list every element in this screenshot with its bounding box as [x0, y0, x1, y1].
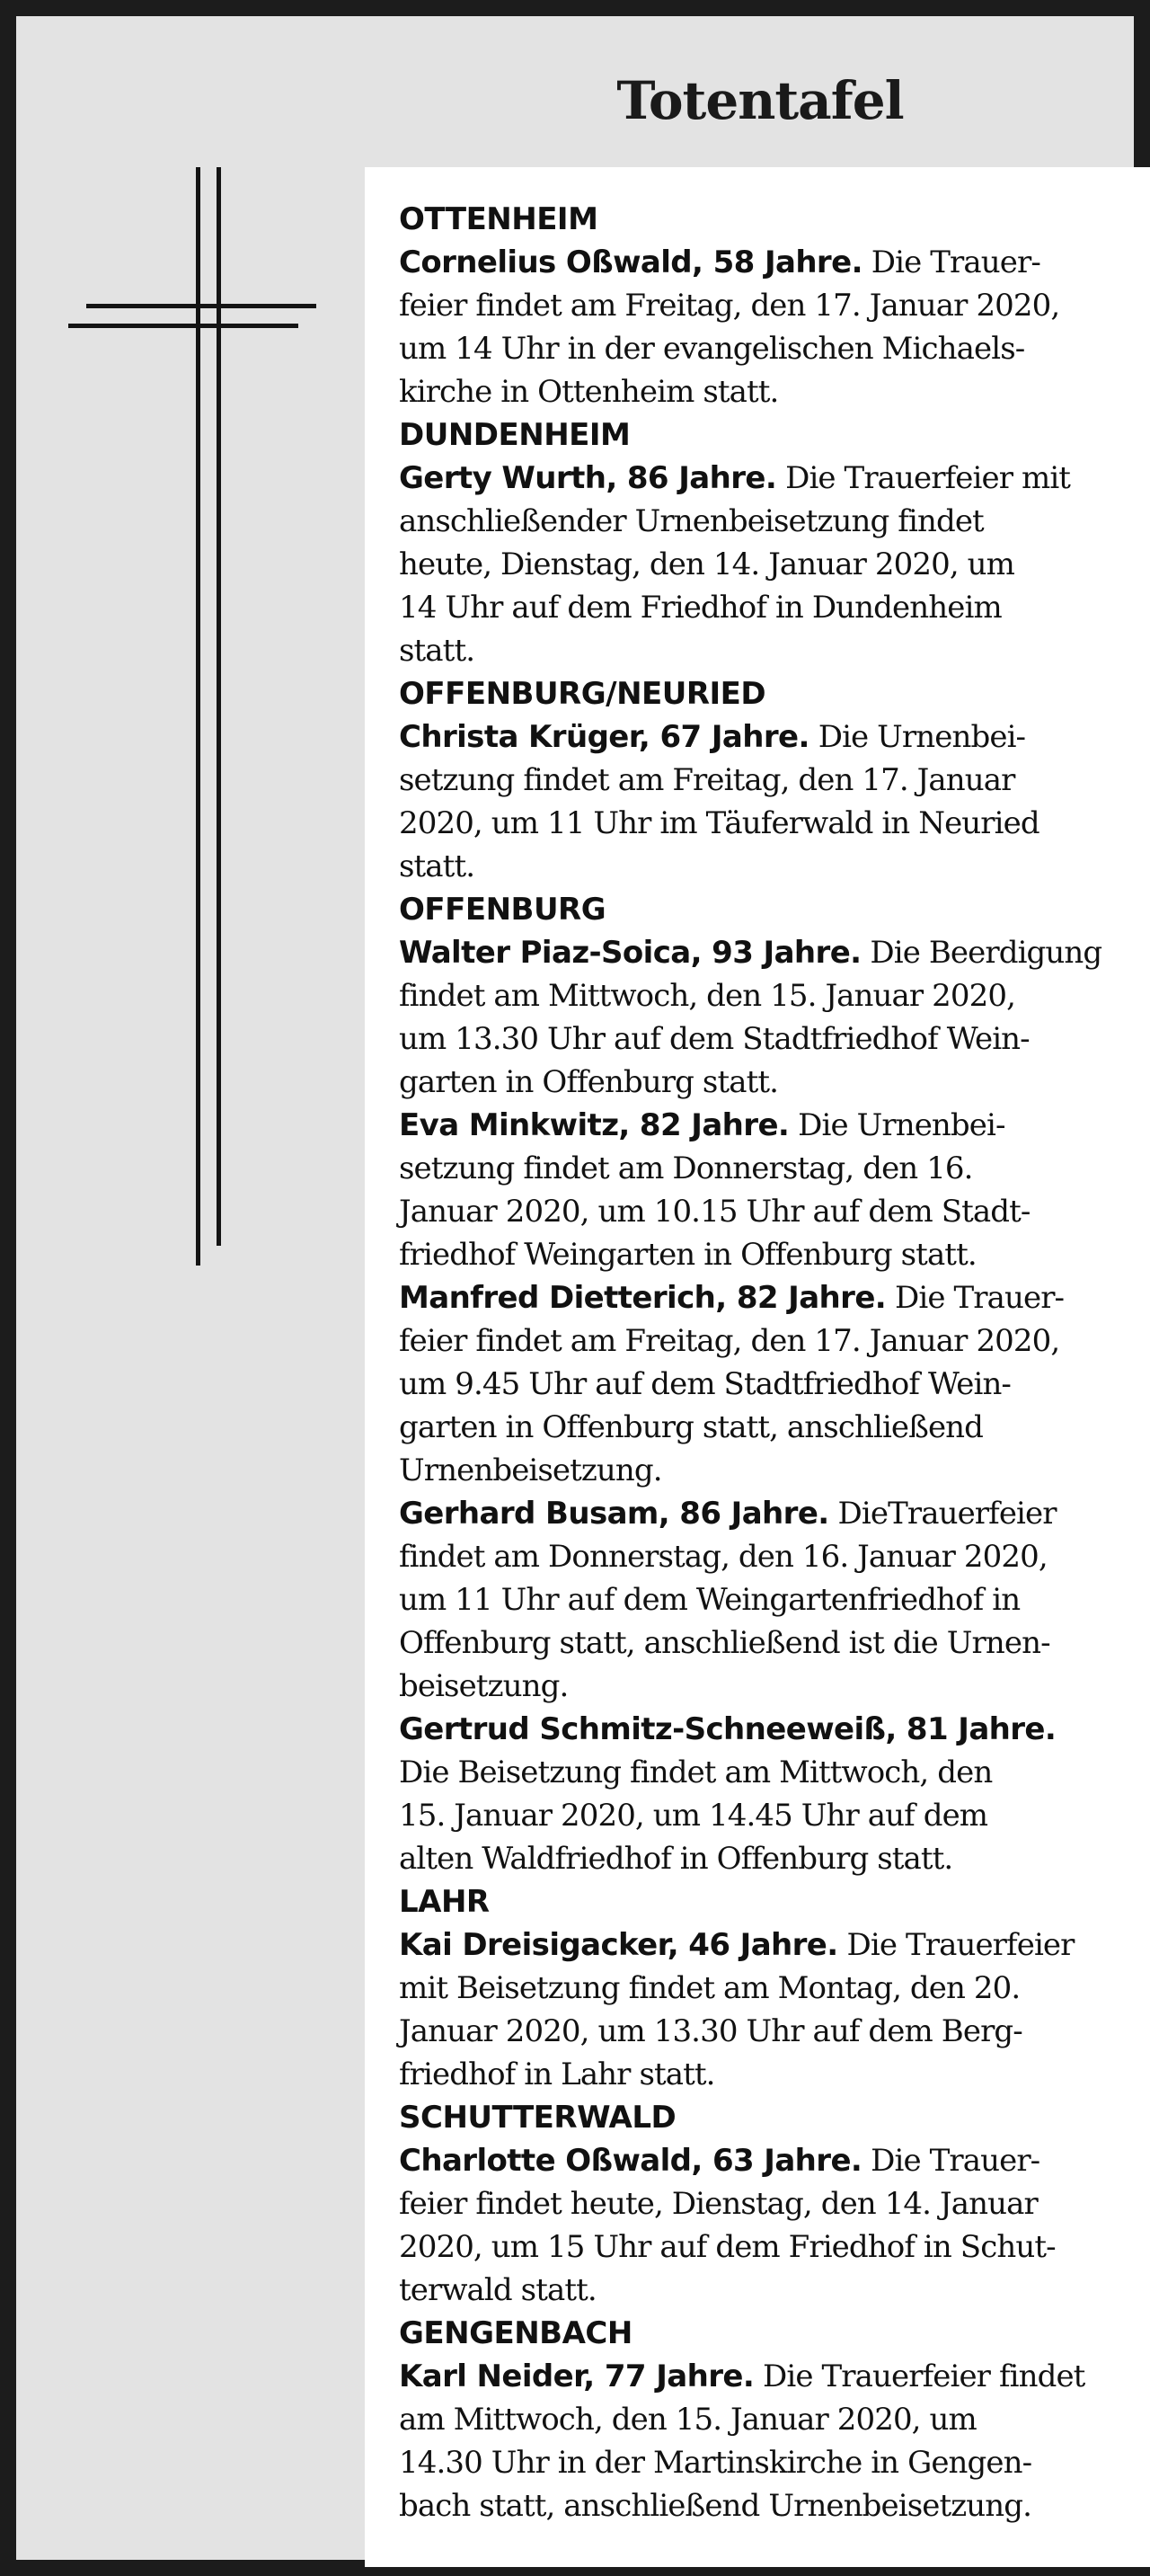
deceased-name: Gertrud Schmitz-Schneeweiß, 81 Jahre. [399, 1711, 1057, 1747]
deceased-name: Gerhard Busam, 86 Jahre. [399, 1496, 829, 1532]
entry-line: 14.30 Uhr in der Martinskirche in Gengen- [399, 2445, 1032, 2481]
obituary-entry [399, 715, 1118, 888]
deceased-name: Kai Dreisigacker, 46 Jahre. [399, 1927, 838, 1963]
obituary-list [365, 167, 1150, 2567]
obituary-entry [399, 241, 1118, 413]
entry-line: anschließender Urnenbeisetzung findet [399, 503, 984, 539]
entry-line: Urnenbeisetzung. [399, 1452, 662, 1488]
entry-line: garten in Offenburg statt, anschließend [399, 1409, 984, 1445]
obituary-entry [399, 457, 1118, 672]
deceased-name: Charlotte Oßwald, 63 Jahre. [399, 2143, 862, 2179]
entry-line: beisetzung. [399, 1668, 569, 1704]
entry-line [399, 1923, 1118, 1967]
entry-line [399, 1104, 1118, 1147]
town-heading: LAHR [399, 1884, 490, 1920]
entry-line: 14 Uhr auf dem Friedhof in Dundenheim [399, 590, 1002, 626]
entry-line [399, 2355, 1118, 2398]
obituary-entry [399, 1276, 1118, 1492]
entry-line: am Mittwoch, den 15. Januar 2020, um [399, 2402, 977, 2438]
entry-text: Die Trauer- [886, 1280, 1065, 1316]
entry-text: Die Urnenbei- [809, 719, 1026, 755]
entry-line: Januar 2020, um 13.30 Uhr auf dem Berg- [399, 2013, 1022, 2049]
entry-text: DieTrauerfeier [828, 1496, 1057, 1532]
obituary-entry [399, 2355, 1118, 2527]
entry-line: feier findet am Freitag, den 17. Januar 2020, [399, 288, 1060, 324]
entry-line: 15. Januar 2020, um 14.45 Uhr auf dem [399, 1798, 988, 1834]
town-heading: OFFENBURG/NEURIED [399, 676, 766, 712]
entry-text: Die Trauerfeier mit [776, 460, 1071, 496]
obituary-entry [399, 1923, 1118, 2096]
deceased-name: Walter Piaz-Soica, 93 Jahre. [399, 935, 862, 971]
town-heading: DUNDENHEIM [399, 417, 631, 453]
obituary-entry [399, 1708, 1118, 1880]
obituary-entry [399, 2139, 1118, 2312]
entry-text: Die Beerdigung [861, 935, 1102, 971]
entry-line: bach statt, anschließend Urnenbeisetzung. [399, 2488, 1032, 2524]
entry-line: findet am Mittwoch, den 15. Januar 2020, [399, 978, 1016, 1014]
entry-line: 2020, um 15 Uhr auf dem Friedhof in Schut- [399, 2229, 1056, 2265]
obituary-entry [399, 1492, 1118, 1708]
town-heading: OTTENHEIM [399, 201, 598, 237]
obituary-entry [399, 1104, 1118, 1276]
entry-line: kirche in Ottenheim statt. [399, 374, 779, 410]
entry-line: um 11 Uhr auf dem Weingartenfriedhof in [399, 1582, 1021, 1618]
cross-icon-graphic [66, 167, 320, 1266]
obituary-entry [399, 931, 1118, 1104]
deceased-name: Eva Minkwitz, 82 Jahre. [399, 1107, 790, 1143]
entry-line: mit Beisetzung findet am Montag, den 20. [399, 1970, 1021, 2006]
entry-line [399, 1276, 1118, 1319]
town-heading: OFFENBURG [399, 892, 606, 928]
entry-line: Die Beisetzung findet am Mittwoch, den [399, 1754, 993, 1790]
entry-text: Die Trauer- [862, 2143, 1040, 2179]
entry-line: garten in Offenburg statt. [399, 1064, 779, 1100]
entry-line: friedhof in Lahr statt. [399, 2056, 715, 2092]
entry-line: terwald statt. [399, 2272, 597, 2308]
entry-line: feier findet heute, Dienstag, den 14. Januar [399, 2186, 1038, 2222]
entry-line: Offenburg statt, anschließend ist die Urnen- [399, 1625, 1050, 1661]
town-heading: GENGENBACH [399, 2315, 632, 2351]
entry-line: statt. [399, 633, 475, 669]
entry-line [399, 1492, 1118, 1535]
entry-text: Die Trauerfeier [837, 1927, 1075, 1963]
entry-line: um 9.45 Uhr auf dem Stadtfriedhof Wein- [399, 1366, 1012, 1402]
entry-line [399, 1708, 1118, 1751]
entry-line: setzung findet am Freitag, den 17. Januar [399, 762, 1015, 798]
entry-text: Die Urnenbei- [789, 1107, 1005, 1143]
entry-line: setzung findet am Donnerstag, den 16. [399, 1150, 973, 1186]
entry-line: alten Waldfriedhof in Offenburg statt. [399, 1841, 953, 1877]
entry-text: Die Trauerfeier findet [754, 2358, 1085, 2394]
entry-line [399, 715, 1118, 759]
deceased-name: Gerty Wurth, 86 Jahre. [399, 460, 777, 496]
deceased-name: Karl Neider, 77 Jahre. [399, 2358, 755, 2394]
deceased-name: Cornelius Oßwald, 58 Jahre. [399, 244, 862, 280]
entry-line: um 13.30 Uhr auf dem Stadtfriedhof Wein- [399, 1021, 1030, 1057]
entry-line [399, 241, 1118, 284]
entry-line: um 14 Uhr in der evangelischen Michaels- [399, 331, 1025, 367]
deceased-name: Christa Krüger, 67 Jahre. [399, 719, 809, 755]
entry-text: Die Trauer- [862, 244, 1040, 280]
entry-line: statt. [399, 848, 475, 884]
entry-line: Januar 2020, um 10.15 Uhr auf dem Stadt- [399, 1194, 1031, 1230]
deceased-name: Manfred Dietterich, 82 Jahre. [399, 1280, 887, 1316]
page-title: Totentafel [616, 70, 904, 131]
entry-line: 2020, um 11 Uhr im Täuferwald in Neuried [399, 805, 1039, 841]
entry-line [399, 2139, 1118, 2182]
entry-line [399, 457, 1118, 500]
entry-line [399, 931, 1118, 974]
entry-line: heute, Dienstag, den 14. Januar 2020, um [399, 546, 1015, 582]
entry-line: friedhof Weingarten in Offenburg statt. [399, 1237, 977, 1273]
town-heading: SCHUTTERWALD [399, 2100, 677, 2136]
entry-line: findet am Donnerstag, den 16. Januar 2020, [399, 1539, 1048, 1575]
entry-line: feier findet am Freitag, den 17. Januar 2020, [399, 1323, 1060, 1359]
cross-icon [66, 167, 320, 1266]
